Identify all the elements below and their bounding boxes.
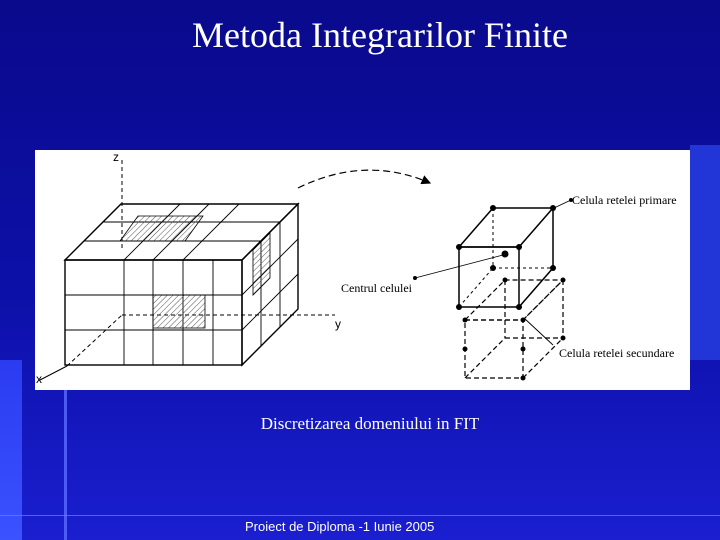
decorative-bar-right (690, 145, 720, 360)
secondary-cell (465, 280, 563, 378)
transition-arrow (298, 170, 430, 188)
slide-footer: Proiect de Diploma -1 Iunie 2005 (245, 519, 435, 534)
front-face-hatched-region (153, 295, 205, 328)
cell-center-node (502, 251, 509, 258)
decorative-bar-left (0, 360, 22, 540)
fit-diagram-svg (35, 150, 690, 390)
label-primary-cell: Celula retelei primare (572, 193, 677, 207)
coordinate-axes (40, 160, 335, 380)
label-cell-center: Centrul celulei (341, 281, 412, 295)
decorative-line-bottom (0, 515, 720, 516)
block-right-face (242, 204, 298, 365)
right-face-hatched-region (253, 233, 270, 295)
axis-y-label: y (335, 317, 341, 331)
decorative-line-left (64, 390, 67, 540)
slide-title: Metoda Integrarilor Finite (192, 15, 568, 55)
label-secondary-cell: Celula retelei secundare (559, 346, 675, 360)
figure-caption: Discretizarea domeniului in FIT (260, 414, 480, 433)
top-face-hatched-region (120, 216, 203, 241)
primary-cell-hidden-edges (459, 208, 553, 307)
axis-x-label: x (36, 372, 42, 386)
primary-cell (459, 208, 553, 307)
axis-z-label: z (113, 150, 119, 164)
fit-discretization-figure (35, 150, 690, 390)
